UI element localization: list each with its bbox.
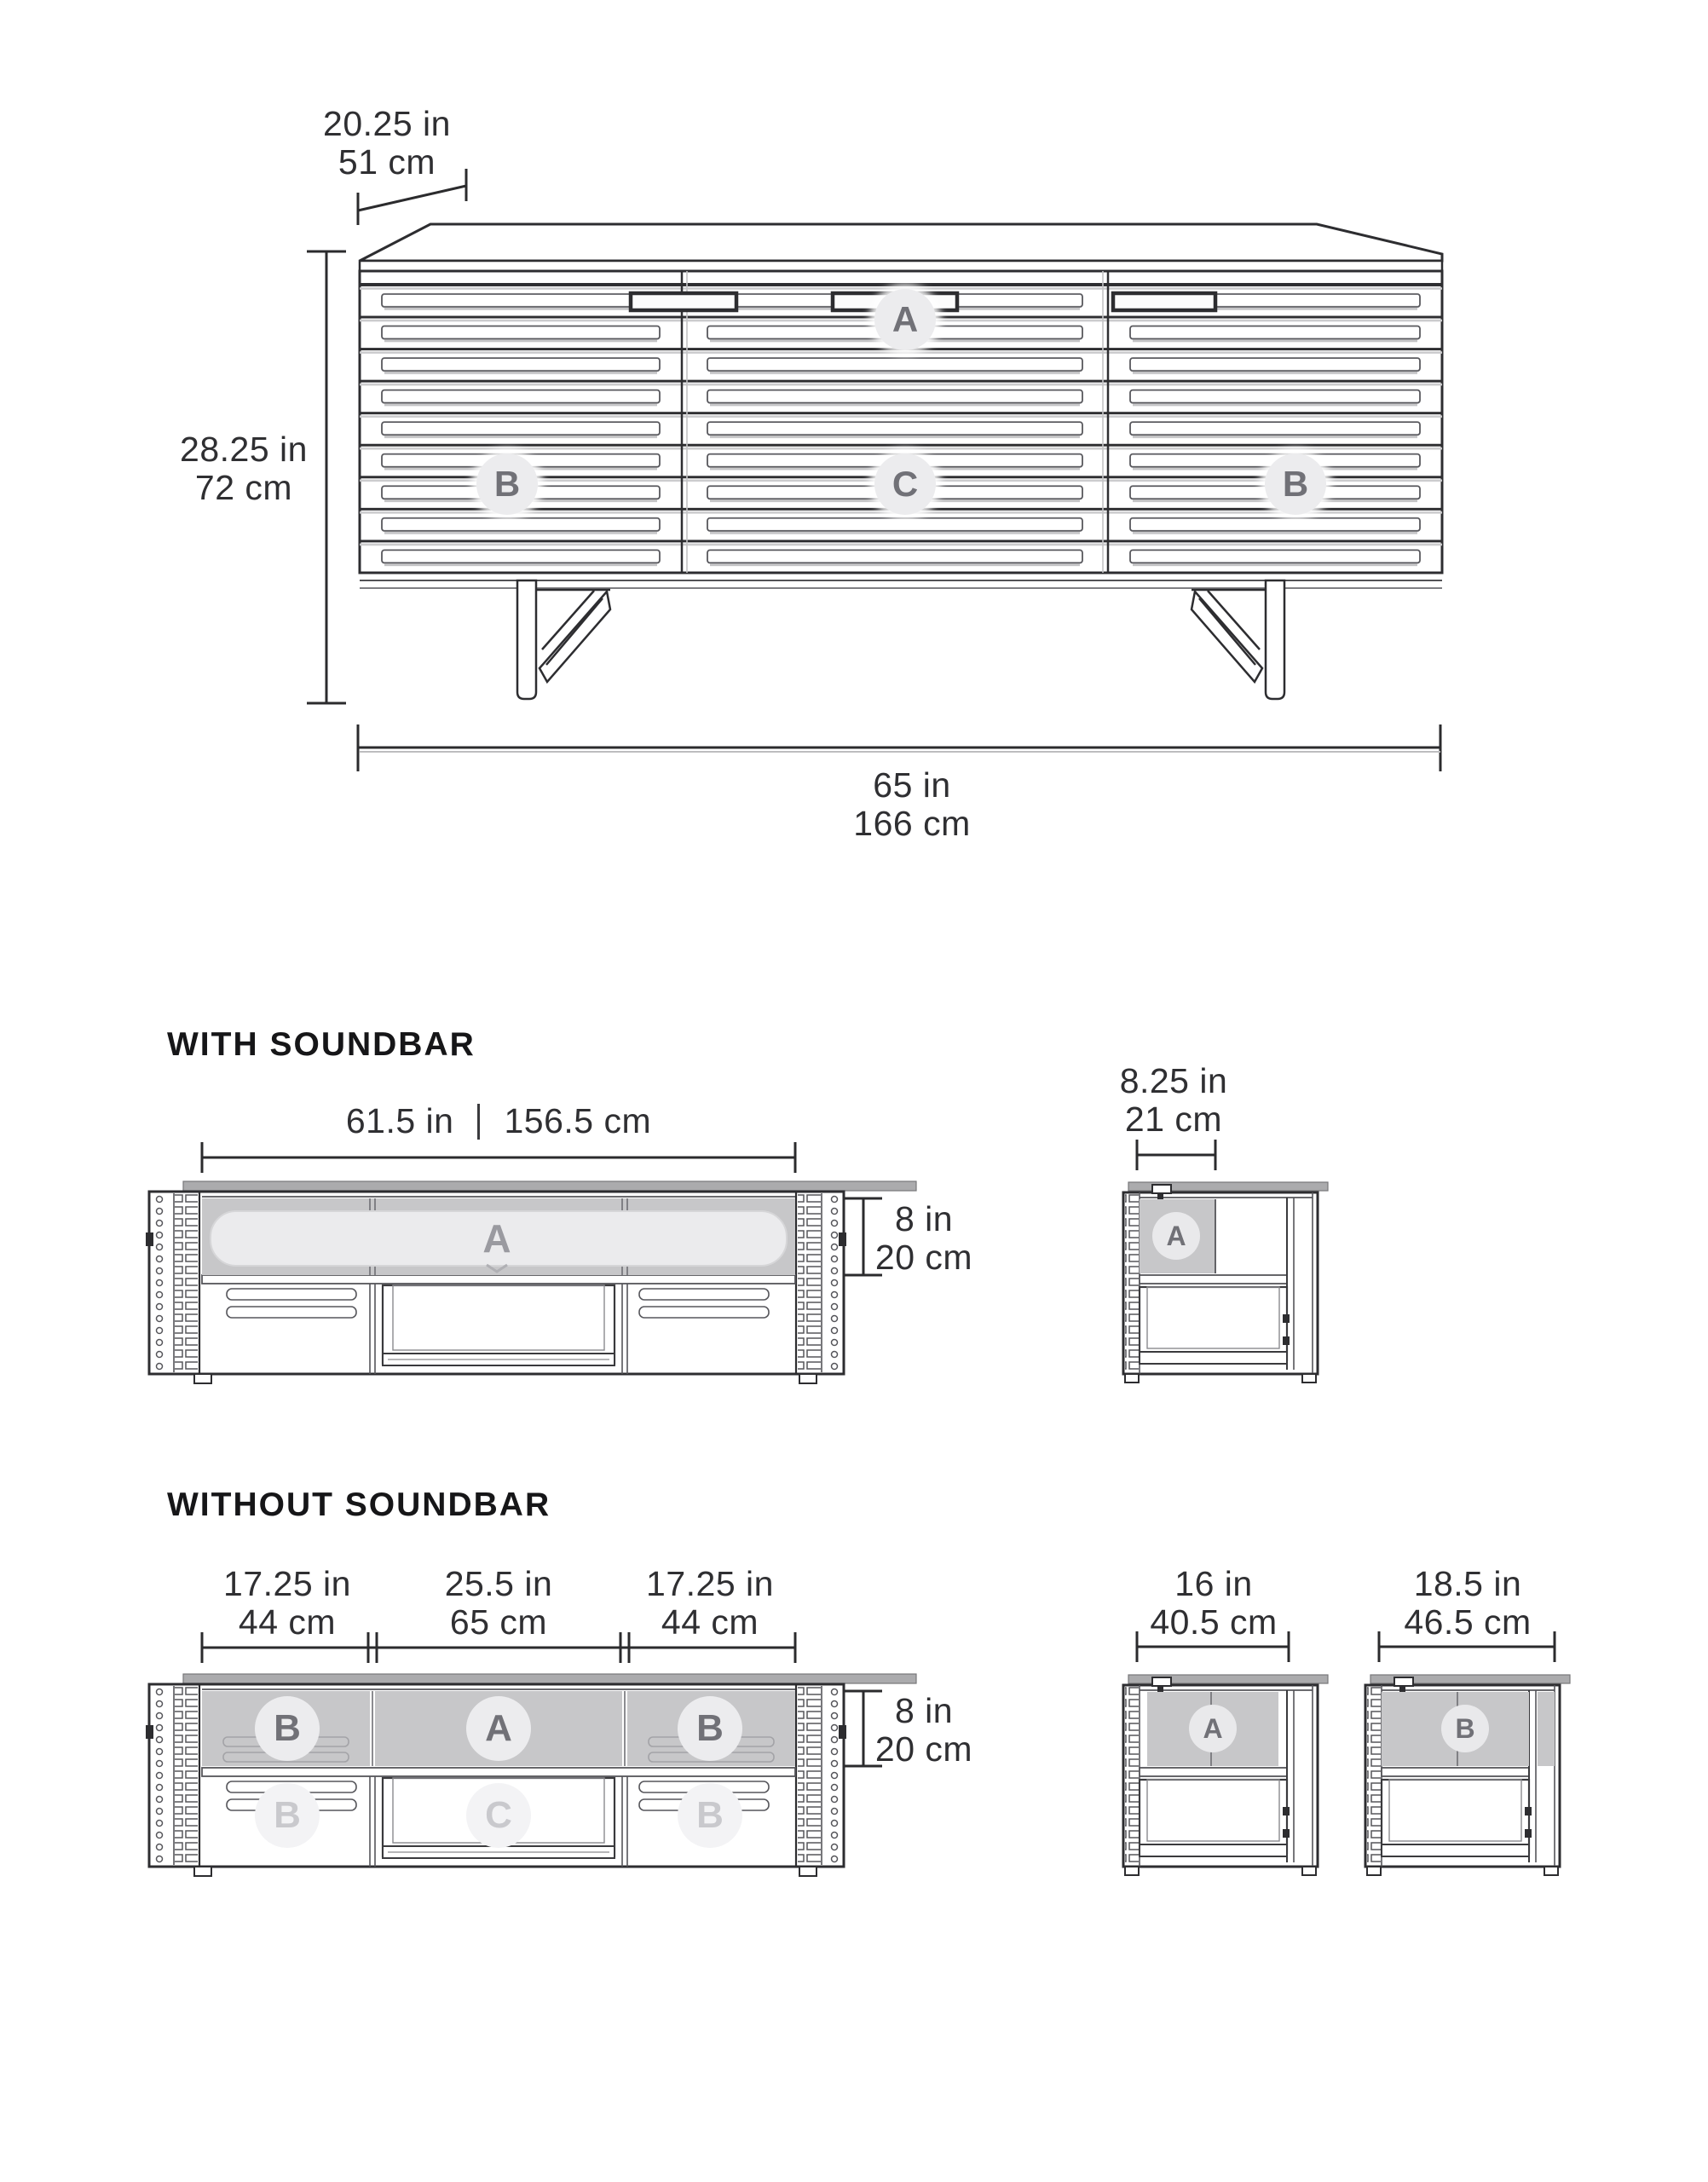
dim-width-cm: 166 cm bbox=[853, 804, 971, 843]
dim-section-center-cm: 65 cm bbox=[449, 1602, 548, 1642]
dim-opening-height-ws-inches: 8 in bbox=[894, 1199, 954, 1238]
dim-section-center bbox=[405, 1565, 592, 1642]
dim-opening-height-wos-inches: 8 in bbox=[894, 1691, 954, 1730]
dim-section-right-inches: 17.25 in bbox=[646, 1564, 774, 1603]
dim-side-b-cm: 46.5 cm bbox=[1404, 1602, 1532, 1642]
dim-depth-cm: 51 cm bbox=[338, 142, 436, 182]
dim-soundbar-width-inches: 61.5 in bbox=[345, 1101, 454, 1140]
dim-section-right bbox=[616, 1565, 804, 1642]
dim-section-left bbox=[193, 1565, 381, 1642]
dim-section-left-inches: 17.25 in bbox=[223, 1564, 351, 1603]
lower-label-b-right: B bbox=[678, 1783, 742, 1848]
dim-opening-height-ws bbox=[864, 1200, 984, 1277]
door-label-b-left: B bbox=[476, 453, 538, 515]
dim-width bbox=[810, 766, 1014, 843]
dim-side-depth-ws-cm: 21 cm bbox=[1124, 1100, 1223, 1139]
door-label-b-right: B bbox=[1265, 453, 1326, 515]
dim-depth bbox=[285, 105, 489, 182]
dim-opening-height-wos bbox=[864, 1692, 984, 1769]
dim-side-depth-ws bbox=[1071, 1062, 1276, 1139]
side-label-a-ws: A bbox=[1152, 1212, 1200, 1260]
dim-opening-height-wos-cm: 20 cm bbox=[874, 1729, 973, 1769]
compartment-label-b-left: B bbox=[255, 1696, 320, 1761]
dim-opening-height-ws-cm: 20 cm bbox=[874, 1238, 973, 1277]
dim-soundbar-width-cm: 156.5 cm bbox=[504, 1101, 652, 1140]
side-label-a-wos: A bbox=[1189, 1705, 1237, 1752]
door-label-c: C bbox=[874, 453, 936, 515]
dim-height-cm: 72 cm bbox=[194, 468, 293, 507]
dim-side-b bbox=[1365, 1565, 1570, 1642]
dim-width-inches: 65 in bbox=[873, 765, 951, 805]
dim-side-a bbox=[1111, 1565, 1316, 1642]
dim-side-b-inches: 18.5 in bbox=[1413, 1564, 1522, 1603]
soundbar-label: A bbox=[482, 1216, 511, 1261]
compartment-label-b-right: B bbox=[678, 1696, 742, 1761]
dim-side-a-inches: 16 in bbox=[1174, 1564, 1253, 1603]
lower-label-b-left: B bbox=[255, 1783, 320, 1848]
dim-section-right-cm: 44 cm bbox=[661, 1602, 759, 1642]
dim-soundbar-width bbox=[328, 1101, 669, 1141]
dim-side-a-cm: 40.5 cm bbox=[1150, 1602, 1278, 1642]
lower-label-c: C bbox=[466, 1783, 531, 1848]
dim-section-left-cm: 44 cm bbox=[238, 1602, 337, 1642]
section-heading-with-soundbar: WITH SOUNDBAR bbox=[167, 1026, 476, 1063]
section-heading-without-soundbar: WITHOUT SOUNDBAR bbox=[167, 1486, 551, 1523]
side-label-b-wos: B bbox=[1441, 1705, 1489, 1752]
door-label-a: A bbox=[874, 289, 936, 350]
dim-side-depth-ws-inches: 8.25 in bbox=[1119, 1061, 1228, 1100]
dim-section-center-inches: 25.5 in bbox=[444, 1564, 553, 1603]
dim-separator-bar bbox=[477, 1104, 480, 1140]
dim-height bbox=[150, 430, 338, 507]
dim-depth-inches: 20.25 in bbox=[323, 104, 451, 143]
compartment-label-a: A bbox=[466, 1696, 531, 1761]
dim-height-inches: 28.25 in bbox=[180, 430, 308, 469]
